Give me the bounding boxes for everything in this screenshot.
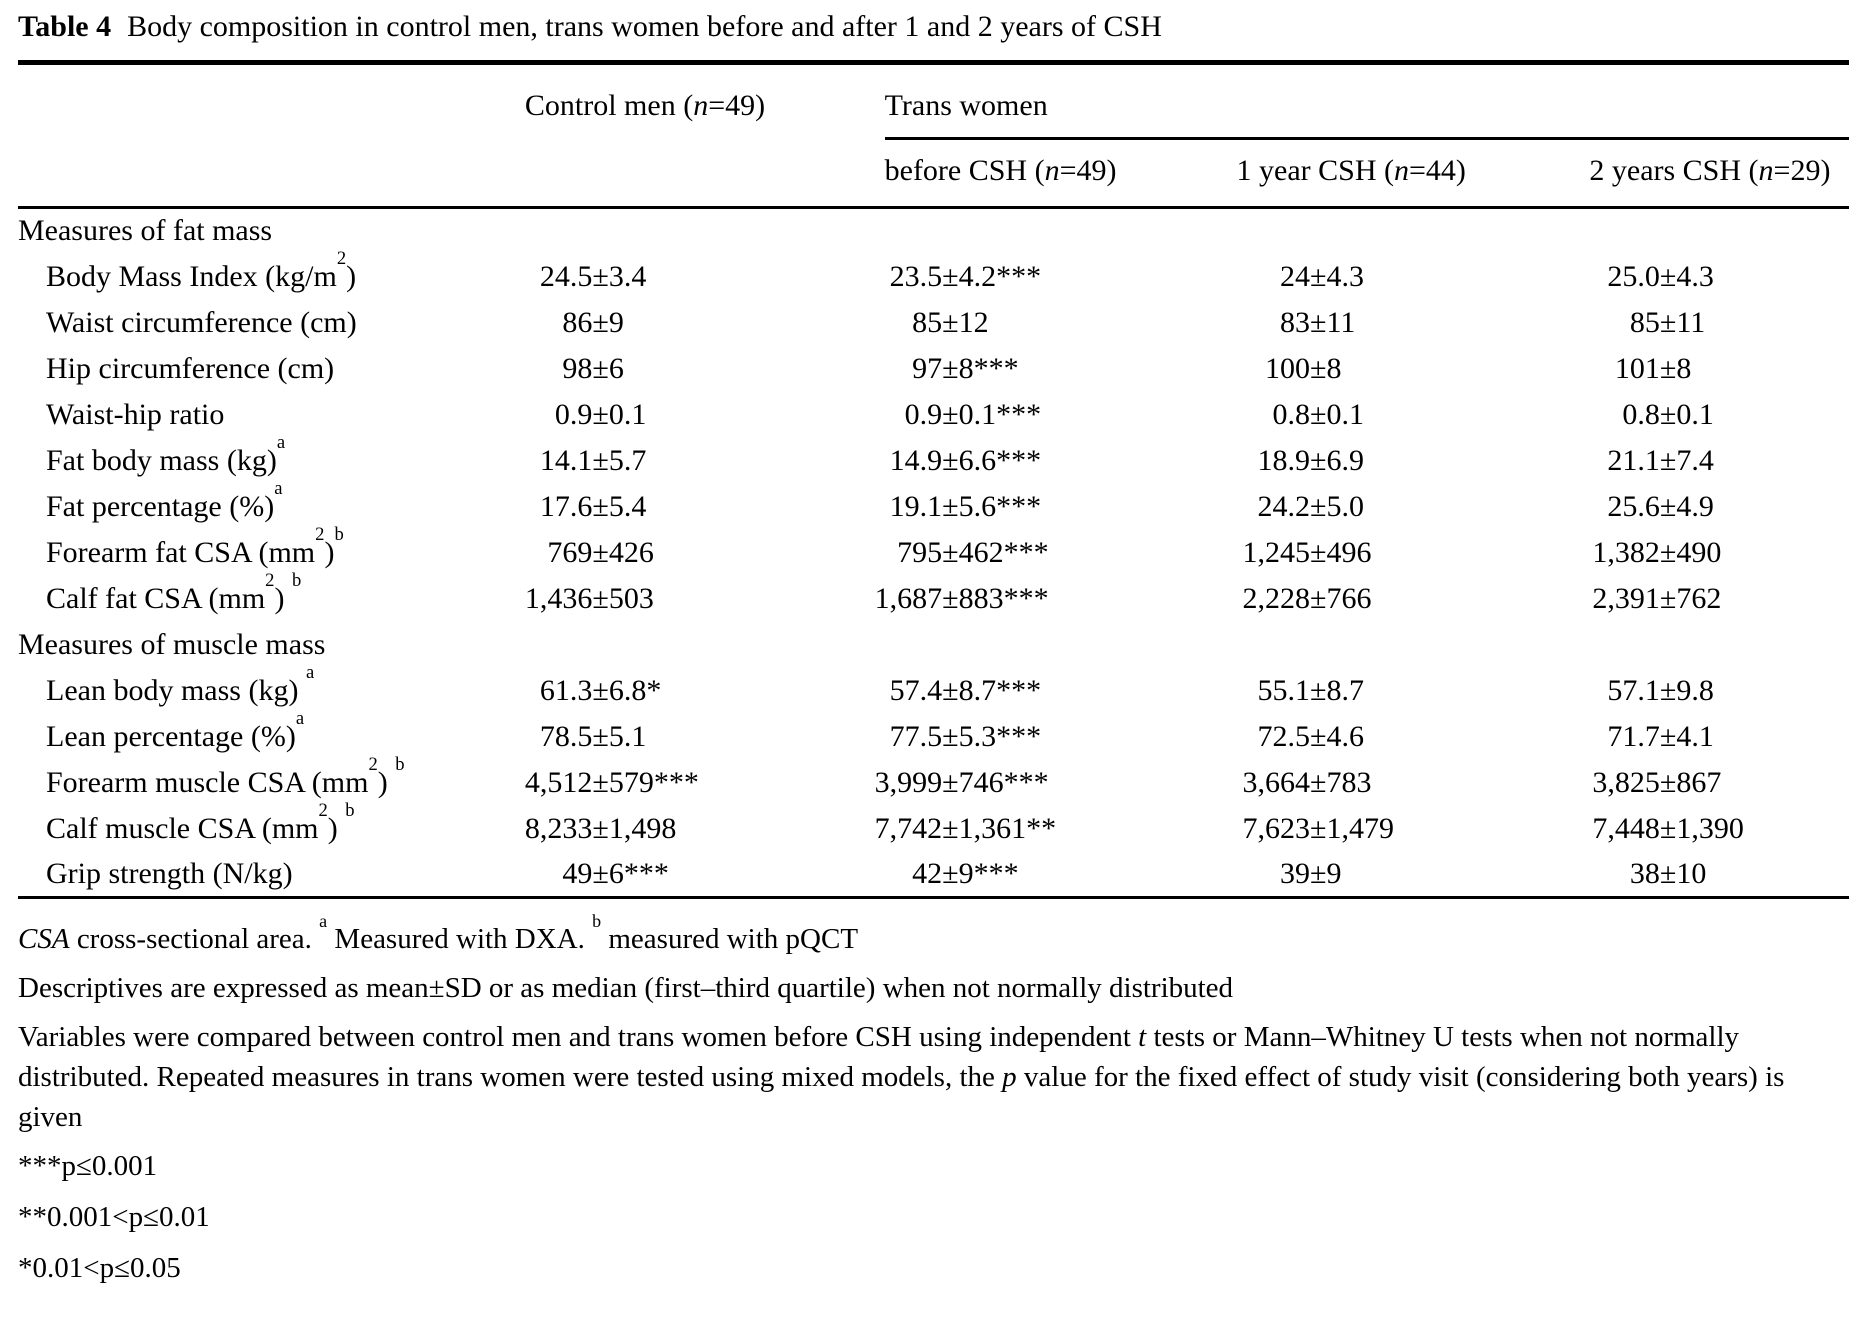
table-row <box>18 392 1849 438</box>
column-header-2-years-csh <box>1519 140 1849 208</box>
value-cell: 769±426 <box>547 535 654 569</box>
value-cell: 3,664±783 <box>1242 765 1372 799</box>
value-cell: 0.9±0.1*** <box>904 397 1042 431</box>
footnote-abbreviations: CSA cross-sectional area. $^a$ Measured with DXA. $^b$ measured with pQCT <box>18 911 859 955</box>
value-cell: 61.3±6.8* <box>539 673 662 707</box>
value-cell: 1,245±496 <box>1242 535 1372 569</box>
value-cell: 57.4±8.7*** <box>889 673 1042 707</box>
row-label: Hip circumference (cm) <box>46 351 335 385</box>
value-cell: 78.5±5.1 <box>539 719 647 753</box>
table-row <box>18 668 1849 714</box>
footnote-statistics: Variables were compared between control men and trans women before CSH using independent t tests or Mann–Whitney U tests when not normally distributed. Repeated measures in trans women were tested using mixed models, the p value for the fixed effect of study visit (considering both years) is given <box>18 1021 1785 1133</box>
value-cell: 7,448±1,390 <box>1592 811 1744 845</box>
row-label: Fat percentage (%)$^a$ <box>46 478 283 523</box>
value-cell: 24±4.3 <box>1280 259 1364 293</box>
value-cell: 7,623±1,479 <box>1242 811 1394 845</box>
section-header-fat-mass <box>18 208 1849 254</box>
table-row <box>18 254 1849 300</box>
table-title <box>18 6 1849 48</box>
value-cell: 24.2±5.0 <box>1257 489 1364 523</box>
row-label: Fat body mass (kg)$^a$ <box>46 432 286 477</box>
row-label: Grip strength (N/kg) <box>46 856 293 890</box>
value-cell: 23.5±4.2*** <box>889 259 1042 293</box>
value-cell: 100±8 <box>1265 351 1342 385</box>
value-cell: 85±11 <box>1629 305 1706 339</box>
row-label: Forearm muscle CSA $(mm^2)$ $^b$ <box>46 754 405 799</box>
value-cell: 795±462*** <box>897 535 1049 569</box>
value-cell: 25.0±4.3 <box>1607 259 1714 293</box>
value-cell: 19.1±5.6*** <box>889 489 1042 523</box>
value-cell: 1,436±503 <box>524 581 654 615</box>
table-row <box>18 852 1849 898</box>
table-row <box>18 714 1849 760</box>
value-cell: 0.8±0.1 <box>1622 397 1714 431</box>
body-composition-table <box>18 60 1849 899</box>
value-cell: 1,382±490 <box>1592 535 1722 569</box>
section-header-muscle-mass-label: Measures of muscle mass <box>18 627 326 661</box>
footnote-significance-3stars: ***p≤0.001 <box>18 1150 158 1182</box>
row-label: Body Mass Index $(kg/m^2)$ <box>46 248 357 293</box>
table-row <box>18 438 1849 484</box>
value-cell: 0.9±0.1 <box>554 397 647 431</box>
row-label: Calf fat CSA $(mm^2)$ $^b$ <box>46 570 302 615</box>
corner-cell <box>18 63 485 208</box>
row-label: Waist-hip ratio <box>46 397 225 431</box>
value-cell: 83±11 <box>1280 305 1356 339</box>
column-header-before-csh-label: before CSH (n=49) <box>884 154 1117 187</box>
value-cell: 24.5±3.4 <box>539 259 647 293</box>
value-cell: 57.1±9.8 <box>1607 673 1714 707</box>
row-label: Lean body mass (kg) $^a$ <box>46 662 315 707</box>
row-label: Waist circumference (cm) <box>46 305 357 339</box>
value-cell: 14.9±6.6*** <box>889 443 1042 477</box>
footnote-significance-2stars: **0.001<p≤0.01 <box>18 1201 210 1233</box>
value-cell: 98±6 <box>562 351 624 385</box>
value-cell: 4,512±579*** <box>524 765 699 799</box>
table-row <box>18 300 1849 346</box>
value-cell: 18.9±6.9 <box>1257 443 1364 477</box>
value-cell: 77.5±5.3*** <box>889 719 1042 753</box>
footnote-descriptives: Descriptives are expressed as mean±SD or as median (first–third quartile) when not normally distributed <box>18 972 1234 1004</box>
column-header-2-years-csh-label: 2 years CSH (n=29) <box>1589 154 1831 187</box>
value-cell: 86±9 <box>562 305 624 339</box>
value-cell: 1,687±883*** <box>874 581 1049 615</box>
value-cell: 8,233±1,498 <box>524 811 677 845</box>
value-cell: 85±12 <box>912 305 989 339</box>
row-label: Lean percentage (%)$^a$ <box>46 708 305 753</box>
column-header-1-year-csh <box>1172 140 1520 208</box>
footnotes <box>18 911 1849 1288</box>
column-group-header-trans-women <box>824 63 1849 141</box>
section-header-fat-mass-label: Measures of fat mass <box>18 214 273 248</box>
table-row <box>18 760 1849 806</box>
value-cell: 2,228±766 <box>1242 581 1372 615</box>
row-label: Forearm fat CSA $(mm^2)^b$ <box>46 524 344 569</box>
table-row <box>18 346 1849 392</box>
column-header-before-csh <box>824 140 1172 208</box>
value-cell: 3,999±746*** <box>874 765 1049 799</box>
value-cell: 39±9 <box>1280 856 1342 890</box>
value-cell: 72.5±4.6 <box>1257 719 1364 753</box>
table-title-text: Body composition in control men, trans women before and after 1 and 2 years of CSH <box>127 10 1162 43</box>
header-row-groups <box>18 63 1849 141</box>
table-row <box>18 576 1849 622</box>
value-cell: 0.8±0.1 <box>1272 397 1364 431</box>
value-cell: 3,825±867 <box>1592 765 1722 799</box>
table-row <box>18 806 1849 852</box>
column-header-control-men: Control men (n=49) <box>485 63 824 208</box>
section-header-muscle-mass <box>18 622 1849 668</box>
value-cell: 17.6±5.4 <box>539 489 647 523</box>
row-label: Calf muscle CSA $(mm^2)$ $^b$ <box>46 800 355 845</box>
column-header-1-year-csh-label: 1 year CSH (n=44) <box>1236 154 1466 187</box>
value-cell: 2,391±762 <box>1592 581 1722 615</box>
value-cell: 71.7±4.1 <box>1607 719 1714 753</box>
table-row <box>18 530 1849 576</box>
value-cell: 49±6*** <box>562 856 669 890</box>
value-cell: 42±9*** <box>912 856 1019 890</box>
value-cell: 101±8 <box>1614 351 1692 385</box>
value-cell: 38±10 <box>1629 856 1707 890</box>
footnote-significance-1star: *0.01<p≤0.05 <box>18 1252 181 1284</box>
table-row <box>18 484 1849 530</box>
value-cell: 97±8*** <box>912 351 1019 385</box>
value-cell: 14.1±5.7 <box>539 443 647 477</box>
value-cell: 7,742±1,361** <box>874 811 1057 845</box>
column-group-header-trans-women-label: Trans women <box>885 89 1849 140</box>
value-cell: 25.6±4.9 <box>1607 489 1714 523</box>
value-cell: 55.1±8.7 <box>1257 673 1364 707</box>
table-title-label: Table 4 <box>18 10 112 43</box>
value-cell: 21.1±7.4 <box>1607 443 1714 477</box>
